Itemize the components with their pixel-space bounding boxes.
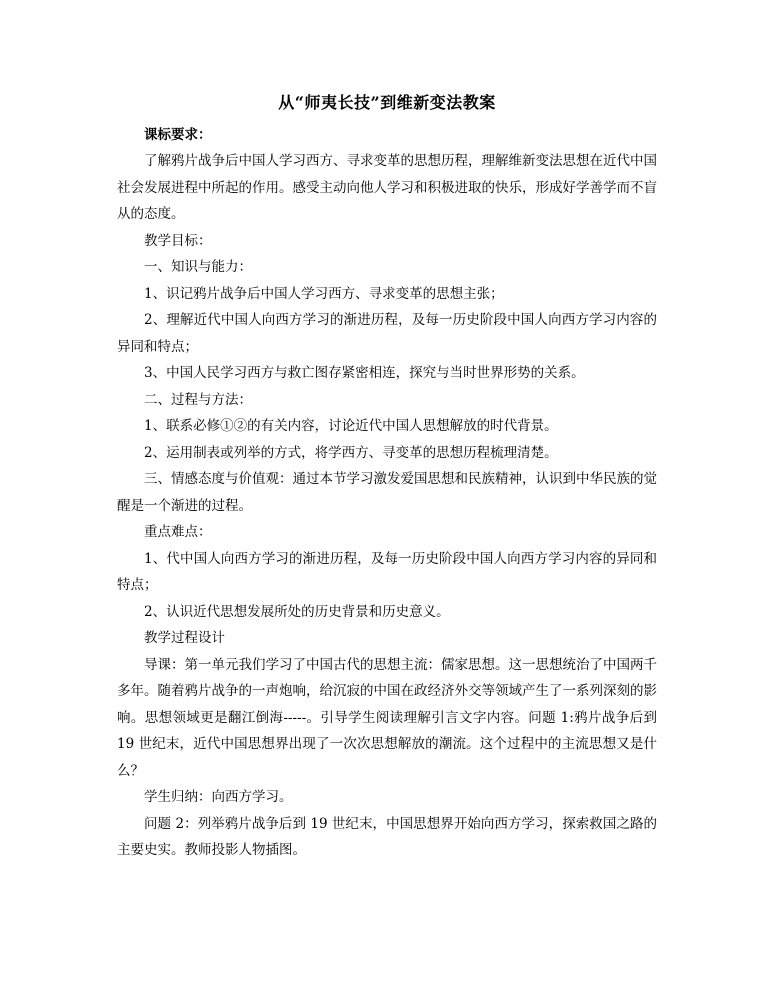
paragraph: 问题 2：列举鸦片战争后到 19 世纪末，中国思想界开始向西方学习，探索救国之路的主要史实。教师投影人物插图。	[117, 815, 657, 858]
paragraph: 二、过程与方法：	[144, 391, 252, 408]
paragraph: 2、认识近代思想发展所处的历史背景和历史意义。	[144, 603, 450, 620]
paragraph: 2、运用制表或列举的方式，将学西方、寻变革的思想历程梳理清楚。	[144, 444, 558, 461]
paragraph: 一、知识与能力：	[144, 259, 252, 275]
paragraph: 3、中国人民学习西方与救亡图存紧密相连，探究与当时世界形势的关系。	[144, 365, 585, 381]
paragraph: 教学过程设计	[144, 630, 225, 646]
paragraph: 了解鸦片战争后中国人学习西方、寻求变革的思想历程，理解维新变法思想在近代中国社会发展进程中所起的作用。感受主动向他人学习和积极进取的快乐，形成好学善学而不盲从的态度。	[117, 153, 657, 222]
paragraph: 学生归纳：向西方学习。	[144, 789, 293, 805]
paragraph: 导课：第一单元我们学习了中国古代的思想主流：儒家思想。这一思想统治了中国两千多年。随着鸦片战争的一声炮响，给沉寂的中国在政经济外交等领域产生了一系列深刻的影响。思想领域更是翻江倒海-----。引导学生阅读理解引言文字内容。问题 1:鸦片战争后到 19 世纪末，近代中国思想界出现了一次次思想解放的潮流。这个过程中的主流思想又是什么？	[117, 656, 657, 779]
paragraph: 1、识记鸦片战争后中国人学习西方、寻求变革的思想主张；	[144, 285, 504, 302]
paragraph: 教学目标：	[144, 232, 212, 249]
section-heading-curriculum: 课标要求：	[144, 127, 212, 143]
paragraph: 三、情感态度与价值观：通过本节学习激发爱国思想和民族精神，认识到中华民族的觉醒是一个渐进的过程。	[117, 471, 657, 514]
document-page	[117, 92, 657, 864]
paragraph: 2、理解近代中国人向西方学习的渐进历程，及每一历史阶段中国人向西方学习内容的异同和特点；	[117, 312, 657, 355]
paragraph: 重点难点：	[144, 524, 212, 540]
paragraph: 1、联系必修①②的有关内容，讨论近代中国人思想解放的时代背景。	[144, 418, 558, 434]
paragraph: 1、代中国人向西方学习的渐进历程，及每一历史阶段中国人向西方学习内容的异同和特点；	[117, 550, 657, 593]
document-title: 从“师夷长技”到维新变法教案	[278, 93, 496, 112]
